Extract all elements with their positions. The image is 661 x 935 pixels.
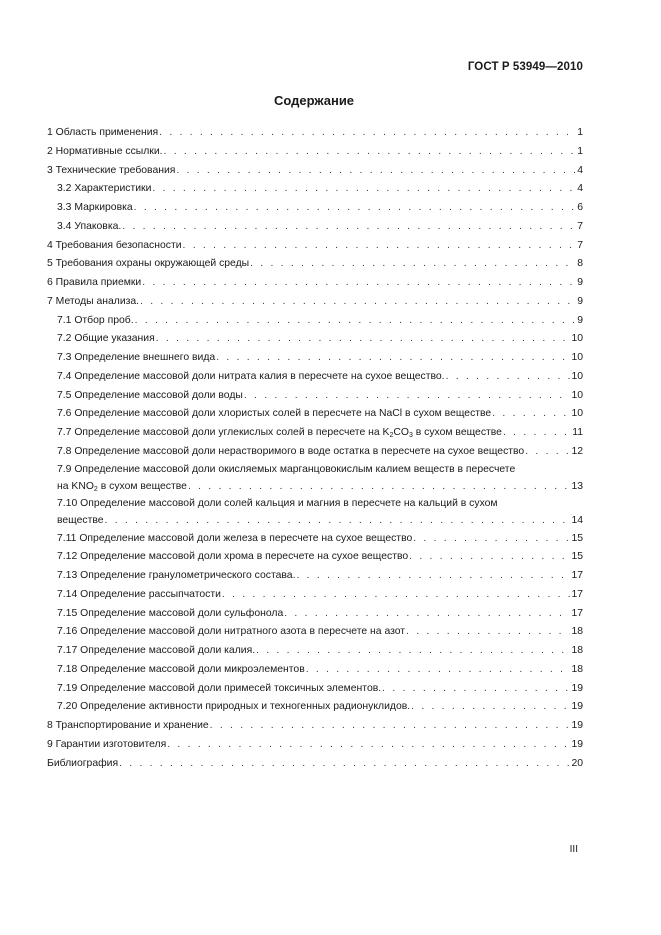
toc-entry-9[interactable] <box>47 736 583 755</box>
toc-entry-7-15[interactable] <box>47 605 583 624</box>
toc-label: 7.6 Определение массовой доли хлористых солей в пересчете на NaCl в сухом веществе <box>57 408 492 420</box>
standard-code-header: ГОСТ Р 53949—2010 <box>467 61 583 73</box>
toc-entry-7-1[interactable] <box>47 312 583 331</box>
toc-page: 1 <box>577 145 583 157</box>
toc-entry-4[interactable] <box>47 237 583 256</box>
toc-label: 3.4 Упаковка. <box>57 220 122 232</box>
toc-page: 15 <box>571 551 583 563</box>
toc-entry-1[interactable] <box>47 124 583 143</box>
toc-page: 10 <box>571 370 583 382</box>
toc-label: 2 Нормативные ссылки. <box>47 145 163 157</box>
toc-label: 7.13 Определение гранулометрического состава. <box>57 570 296 581</box>
toc-label: 3 Технические требования <box>47 164 176 176</box>
toc-label: 5 Требования охраны окружающей среды <box>47 258 250 270</box>
toc-entry-7-5[interactable] <box>47 387 583 406</box>
toc-label: 7.7 Определение массовой доли углекислых солей в пересчете на $K_2CO_3$ в сухом веществе <box>57 427 502 439</box>
toc-entry-3-3[interactable] <box>47 199 583 218</box>
toc-label: 7.14 Определение рассыпчатости <box>57 588 221 600</box>
toc-label: 6 Правила приемки <box>47 277 142 288</box>
toc-entry-7-7[interactable] <box>47 424 583 443</box>
toc-entry-6[interactable] <box>47 274 583 293</box>
toc-page: 12 <box>571 445 583 457</box>
toc-label-line1: 7.9 Определение массовой доли окисляемых марганцовокислым калием веществ в пересчете <box>57 463 516 475</box>
toc-label: 3.2 Характеристики <box>57 183 152 195</box>
toc-label: 1 Область применения <box>47 127 159 138</box>
toc-page: 1 <box>577 127 583 138</box>
toc-page: 10 <box>571 389 583 401</box>
toc-label: 7.19 Определение массовой доли примесей токсичных элементов. <box>57 682 382 694</box>
toc-label: 7.5 Определение массовой доли воды <box>57 389 243 401</box>
toc-page: 9 <box>577 295 583 307</box>
toc-label: 7.16 Определение массовой доли нитратного азота в пересчете на азот <box>57 626 406 638</box>
toc-entry-7-2[interactable] <box>47 330 583 349</box>
toc-entry-7-4[interactable] <box>47 368 583 387</box>
toc-label: 7.2 Общие указания <box>57 333 155 345</box>
page-number: III <box>569 844 578 855</box>
toc-label: 7.20 Определение активности природных и техногенных радионуклидов. <box>57 701 411 713</box>
toc-page: 6 <box>577 202 583 213</box>
toc-entry-5[interactable] <box>47 255 583 274</box>
toc-entry-7-8[interactable] <box>47 443 583 462</box>
toc-label: 8 Транспортирование и хранение <box>47 720 209 731</box>
toc-entry-7[interactable] <box>47 293 583 312</box>
toc-entry-7-20[interactable] <box>47 698 583 717</box>
toc-entry-7-19[interactable] <box>47 680 583 699</box>
toc-entry-7-6[interactable] <box>47 405 583 424</box>
toc-page: 4 <box>577 164 583 176</box>
toc-label: 9 Гарантии изготовителя <box>47 738 167 750</box>
toc-label: 4 Требования безопасности <box>47 239 182 251</box>
toc-entry-3-4[interactable] <box>47 218 583 237</box>
toc-entry-3-2[interactable] <box>47 180 583 199</box>
toc-page: 17 <box>571 588 583 600</box>
toc-label: 7.18 Определение массовой доли микроэлементов <box>57 663 305 675</box>
toc-label-line2: на $KNO_2$ в сухом веществе <box>57 481 187 493</box>
toc-page: 7 <box>577 239 583 251</box>
toc-page: 10 <box>571 408 583 420</box>
toc-page: 10 <box>571 333 583 345</box>
table-of-contents <box>47 124 583 773</box>
page-title: Содержание <box>273 93 355 108</box>
toc-page: 18 <box>571 663 583 675</box>
toc-page: 17 <box>571 607 583 619</box>
toc-page: 10 <box>571 352 583 363</box>
toc-page: 9 <box>577 277 583 288</box>
toc-label: 7.17 Определение массовой доли калия. <box>57 645 256 656</box>
toc-label: 3.3 Маркировка <box>57 202 133 213</box>
toc-entry-7-13[interactable] <box>47 567 583 586</box>
toc-label: 7.11 Определение массовой доли железа в пересчете на сухое вещество <box>57 532 413 544</box>
toc-label: 7.1 Отбор проб. <box>57 314 134 326</box>
toc-entry-7-9[interactable] <box>47 462 583 496</box>
toc-entry-7-18[interactable] <box>47 661 583 680</box>
toc-label: 7.8 Определение массовой доли нерастворимого в воде остатка в пересчете на сухое вещество <box>57 445 525 457</box>
toc-page: 4 <box>577 183 583 195</box>
toc-page: 8 <box>577 258 583 270</box>
toc-label: Библиография <box>47 757 119 769</box>
toc-page: 13 <box>571 481 583 492</box>
toc-label: 7.4 Определение массовой доли нитрата калия в пересчете на сухое вещество. <box>57 370 445 382</box>
toc-page: 17 <box>571 570 583 581</box>
toc-entry-7-10[interactable] <box>47 496 583 530</box>
toc-page: 7 <box>577 220 583 232</box>
toc-entry-7-12[interactable] <box>47 548 583 567</box>
toc-page: 9 <box>577 314 583 326</box>
toc-page: 18 <box>571 645 583 656</box>
toc-page: 20 <box>571 757 583 769</box>
toc-page: 15 <box>571 532 583 544</box>
toc-page: 18 <box>571 626 583 638</box>
toc-entry-3[interactable] <box>47 162 583 181</box>
toc-label: 7 Методы анализа. <box>47 295 140 307</box>
toc-entry-8[interactable] <box>47 717 583 736</box>
toc-entry-7-16[interactable] <box>47 623 583 642</box>
toc-label: 7.15 Определение массовой доли сульфонола <box>57 607 284 619</box>
toc-page: 19 <box>571 701 583 713</box>
toc-page: 19 <box>571 682 583 694</box>
toc-entry-2[interactable] <box>47 143 583 162</box>
toc-page: 11 <box>572 427 583 438</box>
toc-label-line2: веществе <box>57 515 104 526</box>
toc-entry-7-17[interactable] <box>47 642 583 661</box>
toc-page: 19 <box>571 720 583 731</box>
toc-entry-7-3[interactable] <box>47 349 583 368</box>
toc-entry-7-11[interactable] <box>47 530 583 549</box>
toc-entry-7-14[interactable] <box>47 586 583 605</box>
toc-page: 19 <box>571 738 583 750</box>
toc-page: 14 <box>571 515 583 526</box>
toc-label-line1: 7.10 Определение массовой доли солей кальция и магния в пересчете на кальций в сухом <box>57 497 498 509</box>
toc-label: 7.12 Определение массовой доли хрома в пересчете на сухое вещество <box>57 551 409 563</box>
toc-label: 7.3 Определение внешнего вида <box>57 352 216 363</box>
toc-entry-bibliography[interactable] <box>47 755 583 774</box>
